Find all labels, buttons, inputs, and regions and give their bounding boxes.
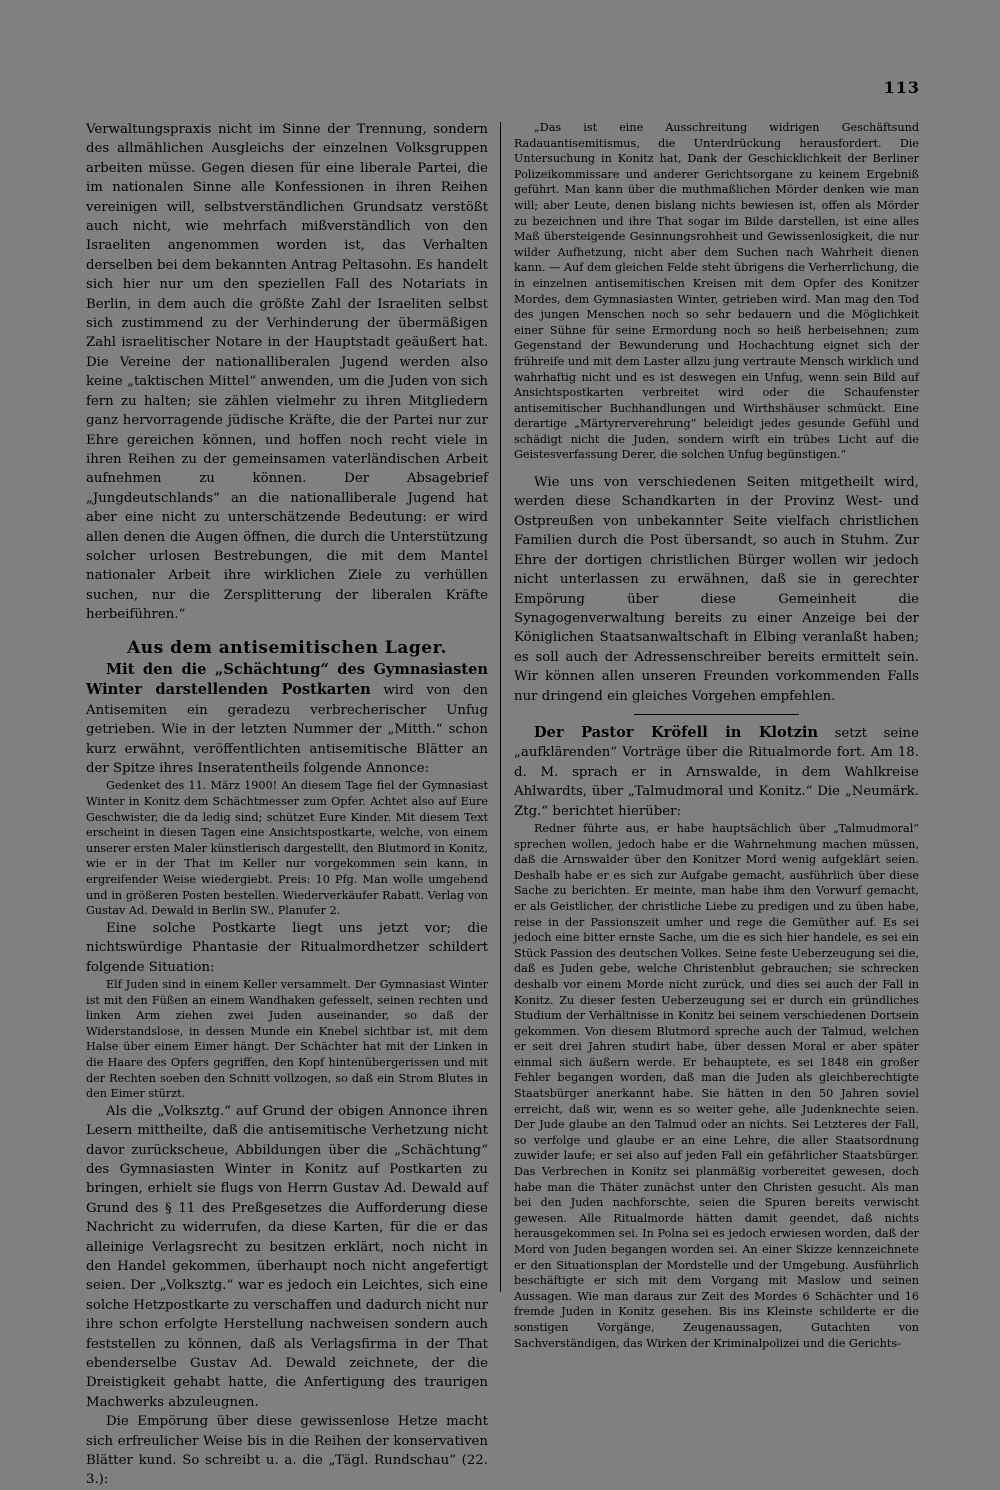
page-number: 113	[883, 78, 920, 97]
paragraph	[514, 723, 919, 821]
column-divider	[500, 122, 501, 1292]
paragraph: Als die „Volksztg.“ auf Grund der obigen Annonce ihren Lesern mittheilte, daß die antisemitische Verhetzung nicht davor zurückscheue, Abbildungen über die „Schächtung“ des Gymnasiasten Winter in Konitz auf Postkarten zu bringen, erhielt sie flugs von Herrn Gustav Ad. Dewald auf Grund des § 11 des Preßgesetzes die Aufforderung diese Nachricht zu widerrufen, da diese Karten, für die er das alleinige Verlagsrecht zu besitzen erklärt, noch nicht in den Handel gekommen, überhaupt noch nicht angefertigt seien. Der „Volksztg.“ war es jedoch ein Leichtes, sich eine solche Hetzpostkarte zu verschaffen und dadurch nicht nur ihre schon erfolgte Herstellung nachweisen sondern auch feststellen zu können, daß als Verlagsfirma in der That ebenderselbe Gustav Ad. Dewald zeichnete, der die Dreistigkeit gehabt hatte, die Anfertigung des traurigen Machwerks abzuleugnen.	[86, 1103, 488, 1410]
paragraph: Wie uns von verschiedenen Seiten mitgetheilt wird, werden diese Schandkarten in der Provinz West- und Ostpreußen von unbekannter Seite vielfach christlichen Familien durch die Post übersandt, so auch in Stuhm. Zur Ehre der dortigen christlichen Bürger wollen wir jedoch nicht unterlassen zu erwähnen, daß sie in gerechter Empörung über diese Gemeinheit die Synagogenverwaltung bereits zu einer Anzeige bei der Königlichen Staatsanwaltschaft in Elbing veranlaßt haben; es soll auch der Adressenschreiber bereits ermittelt sein. Wir können allen unseren Freunden vorkommenden Falls nur dringend ein gleiches Vorgehen empfehlen.	[514, 475, 919, 704]
paragraph-body: wird von den Antisemiten ein geradezu verbrecherischer Unfug getrieben. Wie in der letzten Nummer der „Mitth.“ schon kurz erwähnt, veröffentlichten antisemitische Blätter an der Spitze ihres Inseratentheils folgende Annonce:	[86, 683, 489, 776]
paragraph: Die Empörung über diese gewissenlose Hetze macht sich erfreulicher Weise bis in die Reihen der konservativen Blätter kund. So schreibt u. a. die „Tägl. Rundschau“ (22. 3.):	[86, 1414, 488, 1488]
paragraph: Verwaltungspraxis nicht im Sinne der Trennung, sondern des allmählichen Ausgleichs der einzelnen Volksgruppen arbeiten müsse. Gegen diesen für eine liberale Partei, die im nationalen Sinne alle Konfessionen in ihren Reihen vereinigen will, selbstverständlichen Grundsatz verstößt auch nicht, wie mehrfach mißverständlich von den Israeliten angenommen worden ist, das Verhalten derselben bei dem bekannten Antrag Peltasohn. Es handelt sich hier nur um den speziellen Fall des Notariats in Berlin, in dem auch die größte Zahl der Israeliten selbst sich zustimmend zu der Verhinderung der übermäßigen Zahl israelitischer Notare in der Hauptstadt geäußert hat. Die Vereine der nationalliberalen Jugend werden also keine „taktischen Mittel“ anwenden, um die Juden von sich fern zu halten; sie zählen vielmehr zu ihren Mitgliedern ganz hervorragende jüdische Kräfte, die der Partei nur zur Ehre gereichen können, und hoffen noch recht viele in ihren Reihen zu der gemeinsamen vaterländischen Arbeit aufnehmen zu können. Der Absagebrief „Jungdeutschlands“ an die nationalliberale Jugend hat aber eine nicht zu unterschätzende Bedeutung: er wird allen denen die Augen öffnen, die durch die Unterstützung solcher urlosen Bestrebungen, die mit dem Mantel nationaler Arbeit ihre wirklichen Ziele zu verhüllen suchen, nur die Zersplitterung der liberalen Kräfte herbeiführen.“	[86, 122, 488, 623]
separator-rule	[634, 714, 799, 715]
quote-block: Gedenket des 11. März 1900! An diesem Tage fiel der Gymnasiast Winter in Konitz dem Schächtmesser zum Opfer. Achtet also auf Eure Geschwister, die da ledig sind; schützet Eure Kinder. Mit diesem Text erscheint in diesen Tagen eine Ansichtspostkarte, welche, von einem unserer ersten Maler künstlerisch dargestellt, den Blutmord in Konitz, wie er in der That im Keller nur vorgekommen sein kann, in ergreifender Weise wiedergiebt. Preis: 10 Pfg. Man wolle umgehend und in größeren Posten bestellen. Wiederverkäufer Rabatt. Verlag von Gustav Ad. Dewald in Berlin SW., Planufer 2.	[86, 779, 488, 918]
paragraph-heading: Mit den die „Schächtung“ des Gymnasiasten Winter darstellenden Postkarten	[86, 660, 488, 699]
paragraph: Eine solche Postkarte liegt uns jetzt vor; die nichtswürdige Phantasie der Ritualmordhetzer schildert folgende Situation:	[86, 920, 488, 975]
right-column	[514, 120, 919, 1351]
paragraph-heading: Der Pastor Kröfell in Klotzin	[534, 723, 818, 741]
section-title: Aus dem antisemitischen Lager.	[127, 637, 447, 658]
quote-block: „Das ist eine Ausschreitung widrigen Geschäftsund Radauantisemitismus, die Unterdrückung herausfordert. Die Untersuchung in Konitz hat, Dank der Geschicklichkeit der Berliner Polizeikommissare und anderer Gerichtsorgane zu keinem Ergebniß geführt. Man kann über die muthmaßlichen Mörder denken wie man will; aber Leute, denen bislang nichts bewiesen ist, offen als Mörder zu bezeichnen und ihre That sogar im Bilde darstellen, ist eine alles Maß übersteigende Gesinnungsrohheit und Gewissenlosigkeit, die nur wilder Aufhetzung, nicht aber dem Suchen nach Wahrheit dienen kann. — Auf dem gleichen Felde steht übrigens die Verherrlichung, die in einzelnen antisemitischen Kreisen mit dem Opfer des Konitzer Mordes, dem Gymnasiasten Winter, getrieben wird. Man mag den Tod des jungen Menschen noch so sehr bedauern und die Möglichkeit einer Sühne für seine Ermordung noch so heiß herbeisehnen; zum Gegenstand der Bewunderung und Hochachtung eignet sich der frühreife und mit dem Laster allzu jung vertraute Mensch wirklich und wahrhaftig nicht und es ist deswegen ein Unfug, wenn sein Bild auf Ansichtspostkarten verbreitet wird oder die Schaufenster antisemitischer Buchhandlungen und Wirthshäuser schmückt. Eine derartige „Märtyrerverehrung“ beleidigt jedes gesunde Gefühl und schädigt nicht die Juden, sondern wirft ein trübes Licht auf die Geistesverfassung Derer, die solchen Unfug begünstigen.“	[514, 121, 919, 462]
spacer	[514, 463, 919, 473]
left-column	[86, 120, 488, 1490]
paragraph	[86, 660, 488, 778]
quote-block: Elf Juden sind in einem Keller versammelt. Der Gymnasiast Winter ist mit den Füßen an einem Wandhaken gefesselt, seinen rechten und linken Arm ziehen zwei Juden auseinander, so daß der Widerstandslose, in dessen Munde ein Knebel sichtbar ist, mit dem Halse über einem Eimer hängt. Der Schächter hat mit der Linken in die Haare des Opfers gegriffen, den Kopf hintenübergerissen und mit der Rechten soeben den Schnitt vollzogen, so daß ein Strom Blutes in den Eimer stürzt.	[86, 977, 488, 1101]
paragraph-body: setzt seine „aufklärenden“ Vorträge über die Ritualmorde fort. Am 18. d. M. sprach er in Arnswalde, in dem Wahlkreise Ahlwardts, über „Talmudmoral und Konitz.“ Die „Neumärk. Ztg.“ berichtet hierüber:	[514, 725, 919, 819]
quote-block: Redner führte aus, er habe hauptsächlich über „Talmudmoral“ sprechen wollen, jedoch habe er die Wahrnehmung machen müssen, daß die Arnswalder über den Konitzer Mord wenig aufgeklärt seien. Deshalb habe er es sich zur Aufgabe gemacht, ausführlich über diese Sache zu berichten. Er meinte, man habe ihm den Vorwurf gemacht, er als Geistlicher, der christliche Liebe zu predigen und zu üben habe, reise in der Passionszeit umher und rege die Gemüther auf. Es sei jedoch eine bitter ernste Sache, um die es sich hier handele, es sei ein Stück Passion des deutschen Volkes. Seine feste Ueberzeugung sei die, daß es Juden gebe, welche Christenblut gebrauchen; sie schrecken deshalb vor einem Morde nicht zurück, und dies sei auch der Fall in Konitz. Zu dieser festen Ueberzeugung sei er durch ein gründliches Studium der Verhältnisse in Konitz bei seinem verschiedenen Dortsein gekommen. Von diesem Blutmord spreche auch der Talmud, welchen er seit drei Jahren studirt habe, über dessen Moral er aber später einmal sich äußern werde. Er behauptete, es sei 1848 ein großer Fehler begangen worden, daß man die Juden als gleichberechtigte Staatsbürger anerkannt habe. Sie hätten in den 50 Jahren soviel erreicht, daß wir, wenn es so weiter gehe, alle Judenknechte seien. Der Jude glaube an den Talmud oder an nichts. Sei Letzteres der Fall, so verfolge und glaube er an eine Lehre, die aller Staatsordnung zuwider laufe; er sei also auf jeden Fall ein gefährlicher Staatsbürger. Das Verbrechen in Konitz sei planmäßig vorbereitet gewesen, doch habe man die Thäter zunächst unter den Christen gesucht. Als man bei den Juden nachforschte, seien die Spuren bereits verwischt gewesen. Alle Ritualmorde hätten damit geendet, daß nichts herausgekommen sei. In Polna sei es jedoch erwiesen worden, daß der Mord von Juden begangen worden sei. An einer Skizze kennzeichnete er den Situationsplan der Mordstelle und der Umgebung. Ausführlich beschäftigte er sich mit dem Vorgang mit Maslow und seinen Aussagen. Wie man daraus zur Zeit des Mordes 6 Schächter und 16 fremde Juden in Konitz gesehen. Bis ins Kleinste schilderte er die sonstigen Vorgänge, Zeugenaussagen, Gutachten von Sachverständigen, das Wirken der Kriminalpolizei und die Gerichts-	[514, 821, 920, 1350]
